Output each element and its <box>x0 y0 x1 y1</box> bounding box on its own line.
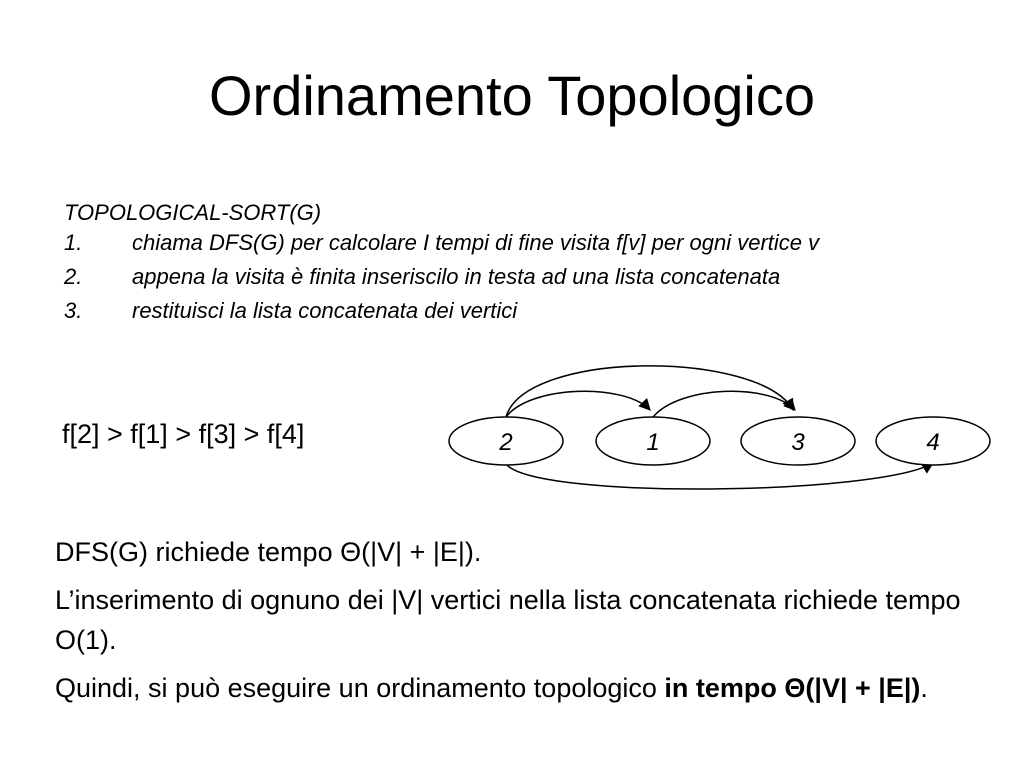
insertion-complexity-text: L’inserimento di ognuno dei |V| vertici nella lista concatenata richiede tempo O(1). <box>55 585 961 655</box>
edge-1-3 <box>653 391 795 417</box>
edge-2-4 <box>506 463 933 489</box>
node-label: 2 <box>499 429 513 456</box>
dfs-complexity-text: DFS(G) richiede tempo Θ(|V| + |E|). <box>55 537 482 567</box>
dag-diagram <box>440 355 1000 500</box>
step-number: 3. <box>64 298 83 323</box>
step-text: chiama DFS(G) per calcolare I tempi di fine visita f[v] per ogni vertice v <box>132 230 820 255</box>
node-1 <box>596 417 710 465</box>
node-label: 3 <box>791 429 805 456</box>
step-text: appena la visita è finita inseriscilo in testa ad una lista concatenata <box>132 264 781 289</box>
algorithm-heading: TOPOLOGICAL-SORT(G) <box>64 200 322 225</box>
step-number: 2. <box>64 264 83 289</box>
node-3 <box>741 417 855 465</box>
node-label: 1 <box>646 429 660 456</box>
finish-time-relation: f[2] > f[1] > f[3] > f[4] <box>62 419 305 449</box>
node-4 <box>876 417 990 465</box>
step-number: 1. <box>64 230 83 255</box>
conclusion-bold: in tempo Θ(|V| + |E|) <box>664 673 921 703</box>
complexity-explanation <box>55 532 995 716</box>
algorithm-step <box>64 230 994 256</box>
algorithm-step <box>64 298 994 324</box>
conclusion-text <box>55 668 995 708</box>
conclusion-end: . <box>920 673 928 703</box>
algorithm-block <box>64 200 994 332</box>
node-2 <box>449 417 563 465</box>
page-title: Ordinamento Topologico <box>208 64 816 127</box>
algorithm-step <box>64 264 994 290</box>
node-label: 4 <box>926 429 940 456</box>
conclusion-plain: Quindi, si può eseguire un ordinamento topologico <box>55 673 665 703</box>
edge-2-1 <box>506 391 650 417</box>
step-text: restituisci la lista concatenata dei vertici <box>132 298 518 323</box>
